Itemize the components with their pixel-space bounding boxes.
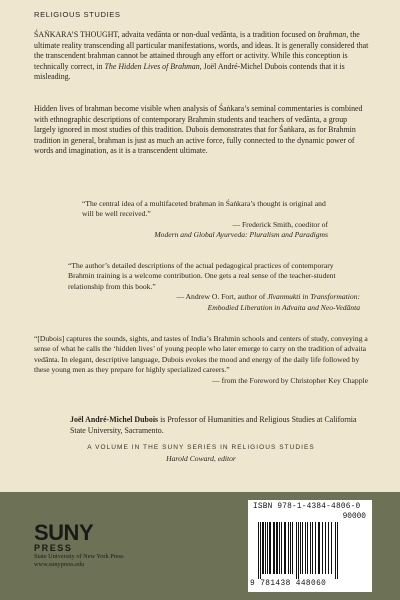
barcode-bar: [322, 522, 323, 574]
barcode-bar: [315, 522, 316, 574]
category-label: RELIGIOUS STUDIES: [34, 10, 121, 19]
attribution-line: [68, 292, 360, 302]
barcode-bar: [262, 522, 264, 574]
attribution-run: — from the Foreword by Christopher Key Chapple: [212, 375, 368, 385]
price-code: 90000: [342, 513, 366, 521]
barcode-bar: [276, 522, 278, 574]
barcode-bar: [312, 522, 313, 574]
text-run: brahman: [317, 30, 347, 39]
barcode-bar: [288, 522, 289, 574]
attribution-run: Embodied Liberation in Advaita and Neo-Vedānta: [207, 302, 360, 312]
barcode-bar: [325, 522, 326, 574]
press-logo-text: PRESS: [34, 543, 73, 553]
barcode-guard: [335, 522, 336, 579]
series-line: A VOLUME IN THE SUNY SERIES IN RELIGIOUS STUDIES: [87, 444, 315, 451]
text-run: ŚAṄKARA’S THOUGHT, advaita vedānta or non-dual vedānta, is a tradition focused on: [34, 30, 318, 39]
author-bio-text: is Professor of Humanities and Religious Studies at California State University, Sacramento.: [70, 415, 357, 435]
barcode-bar: [290, 522, 291, 574]
publisher-block: [34, 520, 184, 569]
text-run: , the ultimate reality transcending all particular manifestations, words, and ideas. It is generally considered that the transcendent brahman cannot be attained through any effort or activity. While this conception is technically correct, in: [34, 30, 369, 71]
publisher-url: www.sunypress.edu: [34, 561, 85, 568]
blurb-text: “The author’s detailed descriptions of the actual pedagogical practices of contemporary Brahmin training is a welcome contribution. One gets a real sense of the teacher-student relationship from this book.”: [68, 261, 336, 291]
barcode-guard: [260, 522, 261, 579]
barcode-bar: [302, 522, 303, 574]
barcode-guard: [298, 522, 299, 579]
text-run: Hidden lives of brahman become visible when analysis of Śaṅkara’s seminal commentaries is combined with ethnographic descriptions of contemporary Brahmin students and teachers of vedānta, a group largely ignored in most studies of this tradition. Dubois demonstrates that for Śaṅkara, as for Brahmin tradition in general, brahman is just as much an active force, fully connected to the dynamic power of words and imagination, as it is a transcendent ultimate.: [34, 104, 363, 156]
barcode-box: [248, 500, 372, 592]
barcode-guard: [258, 522, 259, 579]
attribution-run: — Frederick Smith, coeditor of: [232, 219, 328, 229]
barcode-bar: [284, 522, 286, 574]
blurb-quote-1: [82, 199, 328, 241]
attribution-run: — Andrew O. Fort, author of: [176, 292, 268, 302]
barcode-bar: [318, 522, 320, 574]
barcode-bar: [269, 522, 271, 574]
barcode-bar: [328, 522, 329, 574]
text-run: The Hidden Lives of Brahman: [104, 61, 200, 71]
attribution-run: Modern and Global Ayurveda: Pluralism and Paradigms: [154, 230, 328, 240]
attribution-line: [34, 376, 368, 386]
barcode-guard: [296, 522, 297, 579]
barcode-icon: [254, 522, 366, 580]
barcode-guard: [337, 522, 338, 579]
barcode-bar: [331, 522, 332, 574]
blurb-quote-3: [34, 334, 368, 386]
blurb-quote-2: [68, 261, 360, 313]
attribution-line: [82, 220, 328, 230]
blurb-attribution: [68, 292, 360, 313]
barcode-bar: [305, 522, 306, 574]
author-bio: [70, 415, 370, 436]
barcode-bar: [279, 522, 280, 574]
description-paragraph-2: [34, 104, 370, 157]
attribution-line: [68, 303, 360, 313]
description-paragraph-1: [34, 30, 370, 83]
blurb-text: “[Dubois] captures the sounds, sights, and tastes of India’s Brahmin schools and centers of study, conveying a sense of what he calls the ‘hidden lives’ of young people who later emerge to carry on the tradition of advaita vedānta. In elegant, descriptive language, Dubois evokes the mood and energy of the daily life followed by these young men as they prepare for highly specialized careers.”: [34, 334, 368, 375]
series-editor: Harold Coward, editor: [166, 454, 236, 463]
barcode-bar: [292, 522, 293, 574]
publisher-name: State University of New York Press: [34, 553, 124, 560]
blurb-text: “The central idea of a multifaceted brahman in Śaṅkara’s thought is original and will be well received.”: [82, 199, 326, 219]
suny-logo-icon: SUNY: [34, 520, 94, 545]
attribution-line: [82, 230, 328, 240]
blurb-attribution: [34, 376, 368, 386]
blurb-attribution: [82, 220, 328, 241]
author-name: Joël André-Michel Dubois: [70, 415, 159, 424]
barcode-bar: [281, 522, 282, 574]
barcode-bar: [265, 522, 266, 574]
barcode-bar: [300, 522, 301, 574]
barcode-bar: [273, 522, 275, 574]
ean-number: 9 781438 448060: [250, 580, 327, 588]
barcode-bar: [307, 522, 308, 574]
isbn-text: ISBN 978-1-4384-4806-0: [253, 503, 361, 511]
text-run: , Joël André-Michel Dubois contends that it is misleading.: [34, 61, 345, 82]
attribution-run: Jīvanmukti in Transformation:: [267, 292, 360, 302]
barcode-bar: [310, 522, 311, 574]
barcode-bar: [267, 522, 268, 574]
